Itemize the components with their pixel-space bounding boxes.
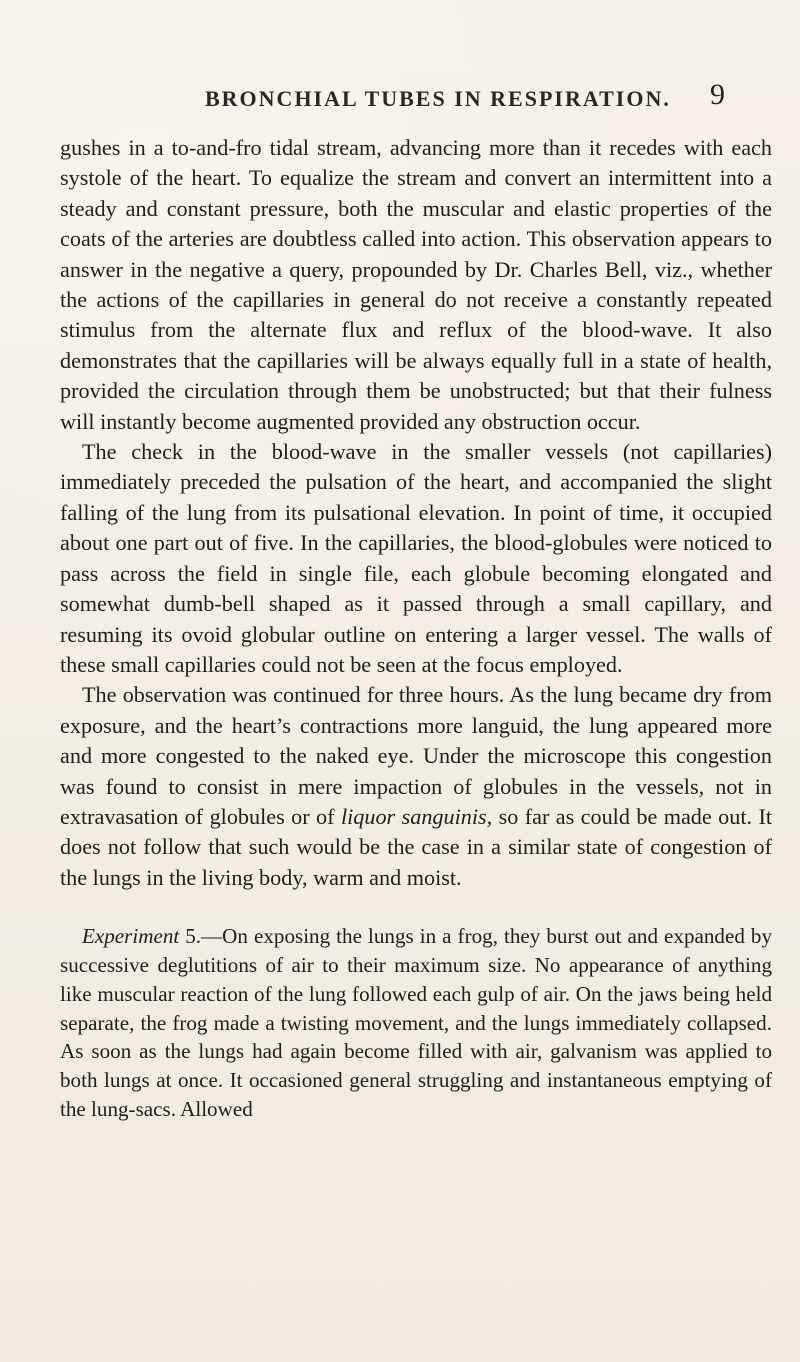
paragraph-3-italic-term: liquor sanguinis, — [340, 803, 493, 829]
experiment-paragraph — [60, 922, 772, 1124]
paragraph-2: The check in the blood-wave in the smaller vessels (not capillaries) immediately preceded the pulsation of the heart, and accompanied the slight falling of the lung from its pulsational elevation. In point of time, it occupied about one part out of five. In the capillaries, the blood-globules were noticed to pass across the field in single file, each globule becoming elongated and somewhat dumb-bell shaped as it passed through a small capillary, and resuming its ovoid globular outline on entering a larger vessel. The walls of these small capillaries could not be seen at the focus employed. — [60, 439, 772, 677]
experiment-label: Experiment — [82, 924, 180, 949]
main-text-section — [60, 133, 772, 893]
experiment-text: 5.—On exposing the lungs in a frog, they burst out and expanded by successive deglutitions of air to their maximum size. No appearance of anything like muscular reaction of the lung followed each gulp of air. On the jaws being held separate, the frog made a twisting movement, and the lungs immediately collapsed. As soon as the lungs had again become filled with air, galvanism was applied to both lungs at once. It occasioned general struggling and instantaneous emptying of the lung-sacs. Allowed — [60, 924, 772, 1121]
experiment-section — [60, 922, 772, 1124]
page-header — [0, 72, 800, 112]
paragraph-3-text-before: The observation was continued for three hours. As the lung became dry from exposure, and the heart’s contractions more languid, the lung appeared more and more congested to the naked eye. Under the microscope this congestion was found to consist in mere impaction of globules in the vessels, not in extravasation of globules or of — [60, 682, 772, 829]
paragraph-3 — [60, 680, 772, 893]
page-body — [60, 133, 772, 1124]
page-number: 9 — [710, 78, 725, 111]
paragraph-1: gushes in a to-and-fro tidal stream, advancing more than it recedes with each systole of the heart. To equalize the stream and convert an intermittent into a steady and constant pressure, both the muscular and elastic properties of the coats of the arteries are doubtless called into action. This observation appears to answer in the negative a query, propounded by Dr. Charles Bell, viz., whether the actions of the capillaries in general do not receive a constantly repeated stimulus from the alternate flux and reflux of the blood-wave. It also demonstrates that the capillaries will be always equally full in a state of health, provided the circulation through them be unobstructed; but that their fulness will instantly become augmented provided any obstruction occur. — [60, 135, 772, 434]
running-head: BRONCHIAL TUBES IN RESPIRATION. — [205, 86, 671, 111]
paragraph-3-text-after: so far as could be made out. It does not follow that such would be the case in a similar state of congestion of the lungs in the living body, warm and moist. — [60, 803, 772, 890]
